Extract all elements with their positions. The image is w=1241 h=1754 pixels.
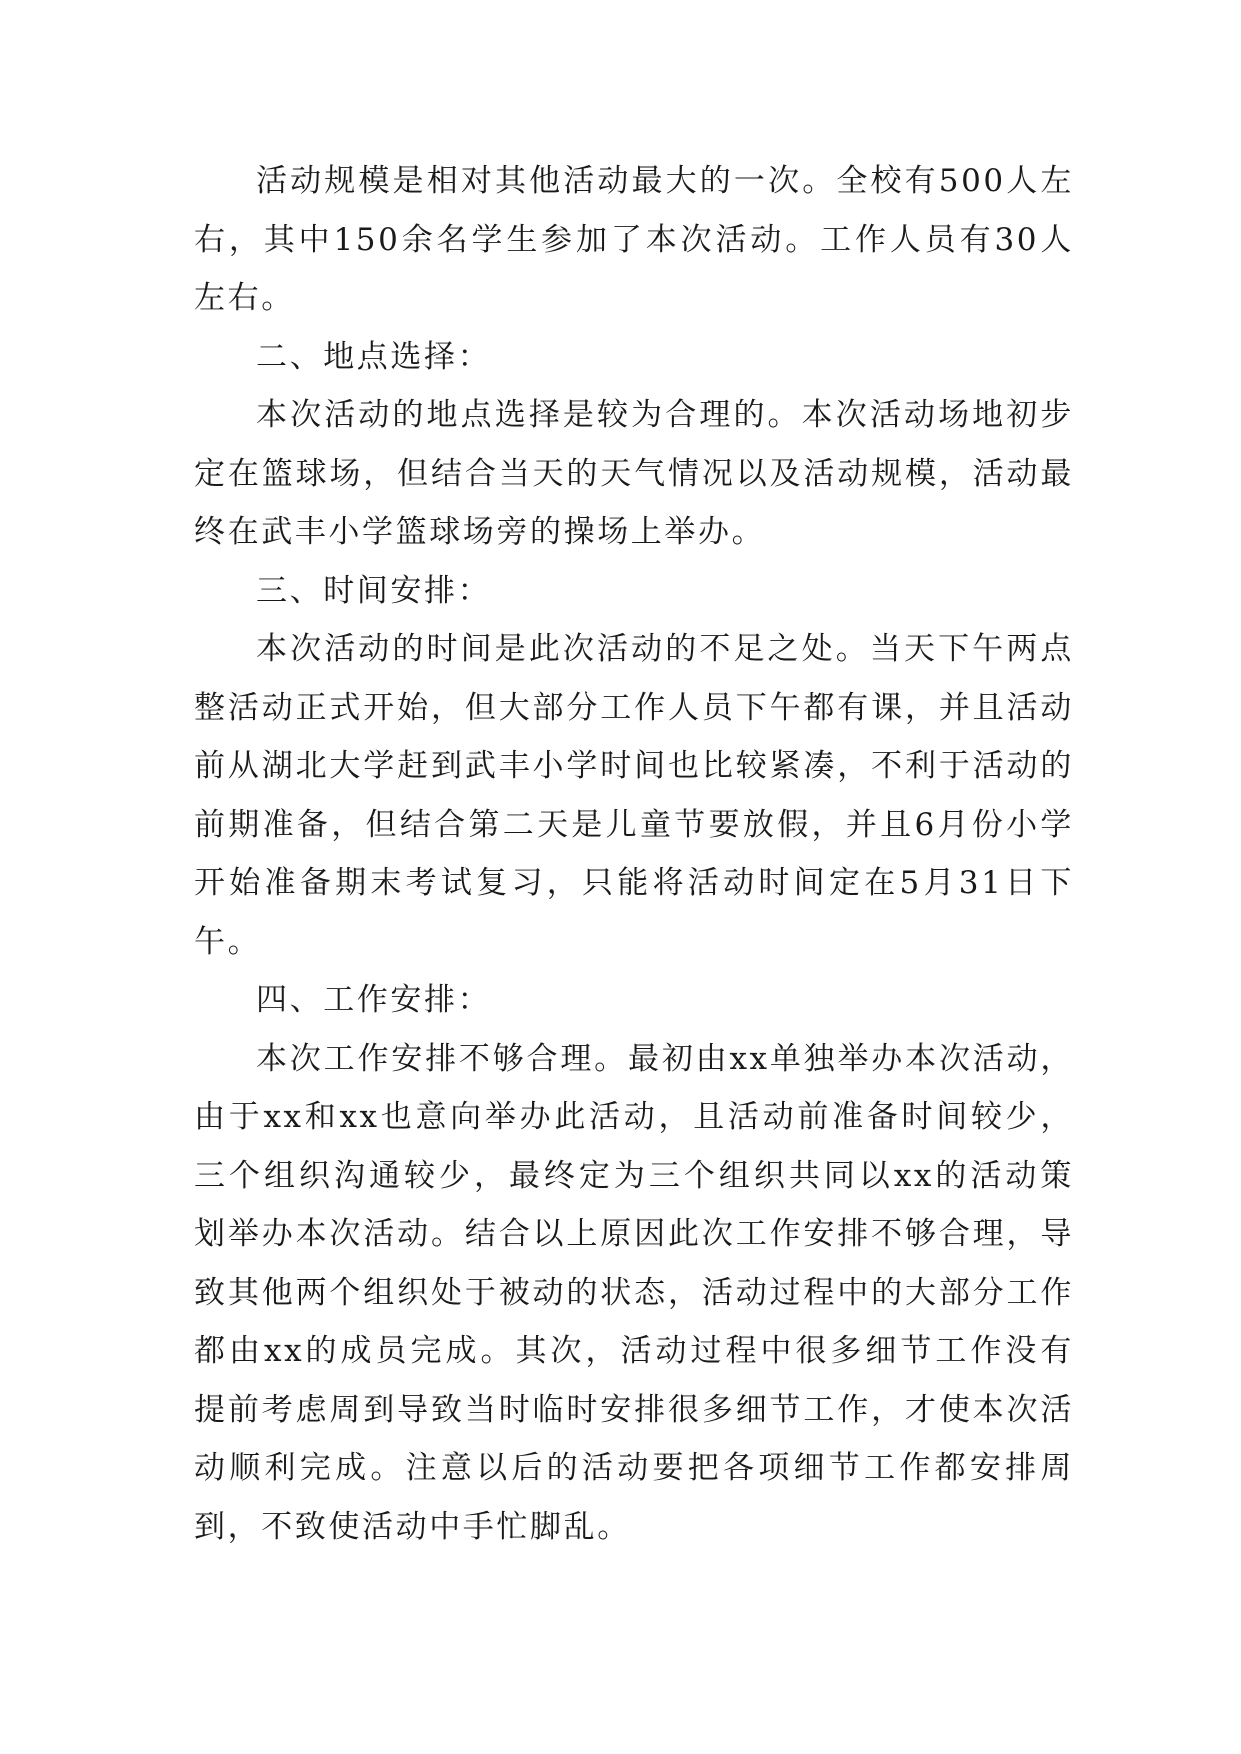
paragraph-location: 本次活动的地点选择是较为合理的。本次活动场地初步定在篮球场，但结合当天的天气情况以及活动规模，活动最终在武丰小学篮球场旁的操场上举办。 bbox=[194, 397, 1074, 550]
paragraph-scale: 活动规模是相对其他活动最大的一次。全校有500人左右，其中150余名学生参加了本次活动。工作人员有30人左右。 bbox=[194, 163, 1074, 316]
paragraph-time: 本次活动的时间是此次活动的不足之处。当天下午两点整活动正式开始，但大部分工作人员下午都有课，并且活动前从湖北大学赶到武丰小学时间也比较紧凑，不利于活动的前期准备，但结合第二天是儿童节要放假，并且6月份小学开始准备期末考试复习，只能将活动时间定在5月31日下午。 bbox=[194, 631, 1074, 960]
document-body bbox=[194, 152, 1074, 1556]
paragraph-work: 本次工作安排不够合理。最初由xx单独举办本次活动，由于xx和xx也意向举办此活动，且活动前准备时间较少，三个组织沟通较少，最终定为三个组织共同以xx的活动策划举办本次活动。结合以上原因此次工作安排不够合理，导致其他两个组织处于被动的状态，活动过程中的大部分工作都由xx的成员完成。其次，活动过程中很多细节工作没有提前考虑周到导致当时临时安排很多细节工作，才使本次活动顺利完成。注意以后的活动要把各项细节工作都安排周到，不致使活动中手忙脚乱。 bbox=[194, 1040, 1074, 1545]
heading-work: 四、工作安排： bbox=[256, 982, 492, 1018]
heading-location: 二、地点选择： bbox=[256, 338, 492, 375]
heading-time: 三、时间安排： bbox=[256, 572, 492, 609]
